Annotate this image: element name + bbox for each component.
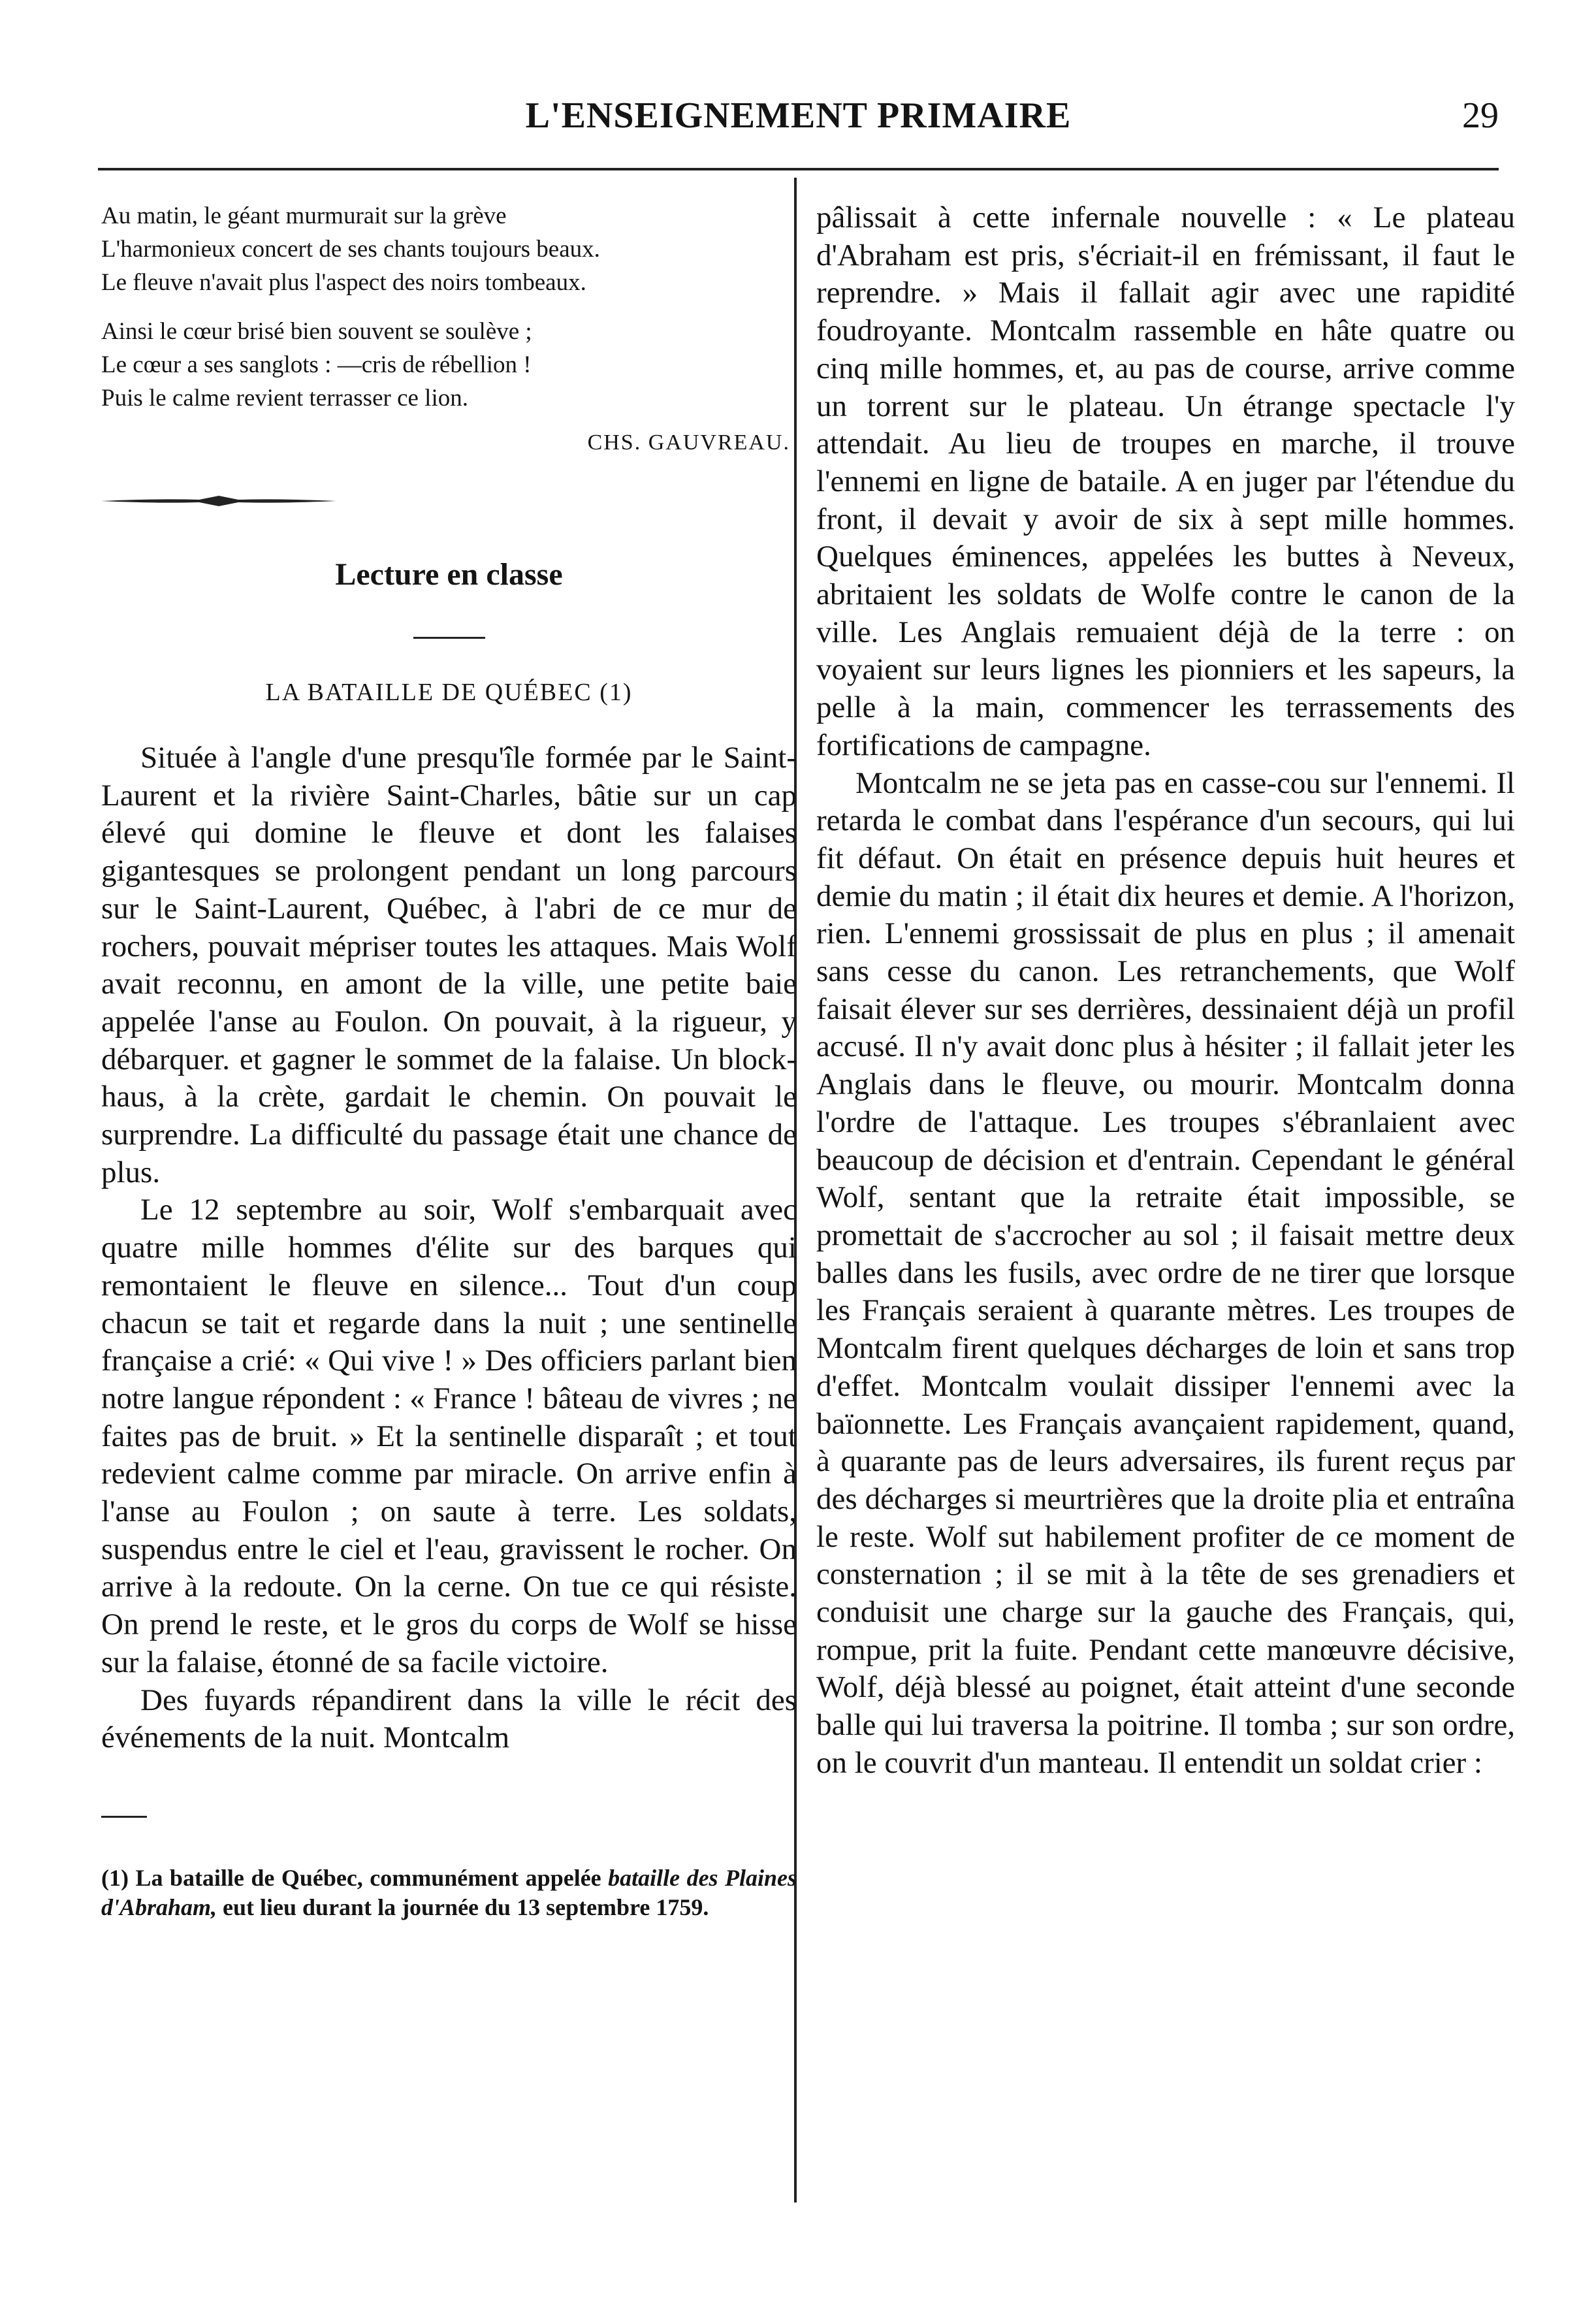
title-rule	[413, 637, 485, 639]
running-header	[98, 88, 1499, 147]
article-subtitle: LA BATAILLE DE QUÉBEC (1)	[265, 679, 633, 706]
poem-line: L'harmonieux concert de ses chants toujours beaux.	[101, 236, 600, 263]
footnote-text: La bataille de Québec, communément appelée	[135, 1864, 601, 1891]
footnote-text-end: eut lieu durant la journée du 13 septembre 1759.	[223, 1894, 709, 1920]
paragraph: pâlissait à cette infernale nouvelle : « Le plateau d'Abraham est pris, s'écriait-il en frémissant, il faut le reprendre. » Mais il fallait agir avec une rapidité foudroyante. Montcalm rassemble en hâte quatre ou cinq mille hommes, et, au pas de course, arrive comme un torrent sur le plateau. Un étrange spectacle l'y attendait. Au lieu de troupes en marche, il trouve l'ennemi en ligne de bataile. A en juger par l'étendue du front, il devait y avoir de six à sept mille hommes. Quelques éminences, appelées les buttes à Neveux, abritaient les soldats de Wolfe contre le canon de la ville. Les Anglais remuaient déjà de la terre : on voyaient sur leurs lignes les pionniers et les sapeurs, la pelle à la main, commencer les terrassements des fortifications de campagne.	[816, 201, 1515, 762]
footnote-rule	[101, 1816, 147, 1818]
paragraph: Montcalm ne se jeta pas en casse-cou sur l'ennemi. Il retarda le combat dans l'espérance d'un secours, qui lui fit défaut. On était en présence depuis huit heures et demie du matin ; il était dix heures et demie. A l'horizon, rien. L'ennemi grossissait de plus en plus ; il amenait sans cesse du canon. Les retranchements, que Wolf faisait élever sur ses derrières, dessinaient déjà un profil accusé. Il n'y avait donc plus à hésiter ; il fallait jeter les Anglais dans le fleuve, ou mourir. Montcalm donna l'ordre de l'attaque. Les troupes s'ébranlaient avec beaucoup de décision et d'entrain. Cependant le général Wolf, sentant que la retraite était impossible, se promettait de s'accrocher au sol ; il faisait mettre deux balles dans les fusils, avec ordre de ne tirer que lorsque les Français seraient à quarante mètres. Les troupes de Montcalm firent quelques décharges de loin et sans trop d'effet. Montcalm voulait dissiper l'ennemi avec la baïonnette. Les Français avançaient rapidement, quand, à quarante pas de leurs adversaires, ils furent reçus par des décharges si meurtrières que la droite plia et entraîna le reste. Wolf sut habilement profiter de ce moment de consternation ; il se mit à la tête de ses grenadiers et conduisit une charge sur la gauche des Français, qui, rompue, prit la fuite. Pendant cette manœuvre décisive, Wolf, déjà blessé au poignet, était atteint d'une seconde balle qui lui traversa la poitrine. Il tomba ; sur son ordre, on le couvrit d'un manteau. Il entendit un soldat crier :	[816, 766, 1515, 1780]
paragraph: Des fuyards répandirent dans la ville le récit des événements de la nuit. Montcalm	[101, 1683, 797, 1755]
page-number: 29	[1462, 95, 1499, 136]
poem-line: Le fleuve n'avait plus l'aspect des noirs tombeaux.	[101, 269, 586, 296]
paragraph: Le 12 septembre au soir, Wolf s'embarquait avec quatre mille hommes d'élite sur des barques qui remontaient le fleuve en silence... Tout d'un coup chacun se tait et regarde dans la nuit ; une sentinelle française a crié: « Qui vive ! » Des officiers parlant bien notre langue répondent : « France ! bâteau de vivres ; ne faites pas de bruit. » Et la sentinelle disparaît ; et tout redevient calme comme par miracle. On arrive enfin à l'anse au Foulon ; on saute à terre. Les soldats, suspendus entre le ciel et l'eau, gravissent le rocher. On arrive à la redoute. On la cerne. On tue ce qui résiste. On prend le reste, et le gros du corps de Wolf se hisse sur la falaise, étonné de sa facile victoire.	[101, 1193, 797, 1679]
poem	[101, 199, 797, 415]
poem-author: CHS. GAUVREAU.	[587, 430, 790, 455]
right-column	[816, 199, 1515, 1783]
paragraph: Située à l'angle d'une presqu'île formée par le Saint-Laurent et la rivière Saint-Charles, bâtie sur un cap élevé qui domine le fleuve et dont les falaises gigantesques se prolongent pendant un long parcours sur le Saint-Laurent, Québec, à l'abri de ce mur de rochers, pouvait mépriser toutes les attaques. Mais Wolf avait reconnu, en amont de la ville, une petite baie appelée l'anse au Foulon. On pouvait, à la rigueur, y débarquer. et gagner le sommet de la falaise. Un block-haus, à la crète, gardait le chemin. On pouvait le surprendre. La difficulté du passage était une chance de plus.	[101, 741, 797, 1189]
section-title: Lecture en classe	[335, 557, 563, 592]
poem-line: Ainsi le cœur brisé bien souvent se soulève ;	[101, 318, 532, 345]
left-column	[101, 199, 797, 1922]
poem-line: Le cœur a ses sanglots : —cris de rébellion !	[101, 351, 532, 378]
ornament-divider	[101, 493, 336, 509]
poem-line: Puis le calme revient terrasser ce lion.	[101, 385, 468, 411]
journal-title: L'ENSEIGNEMENT PRIMAIRE	[525, 95, 1072, 136]
footnote-marker: (1)	[101, 1864, 129, 1891]
poem-line: Au matin, le géant murmurait sur la grève	[101, 202, 507, 229]
header-rule	[98, 168, 1499, 170]
footnote-italic: bataille des Plaines d'Abraham,	[101, 1864, 797, 1920]
footnote	[101, 1863, 797, 1922]
